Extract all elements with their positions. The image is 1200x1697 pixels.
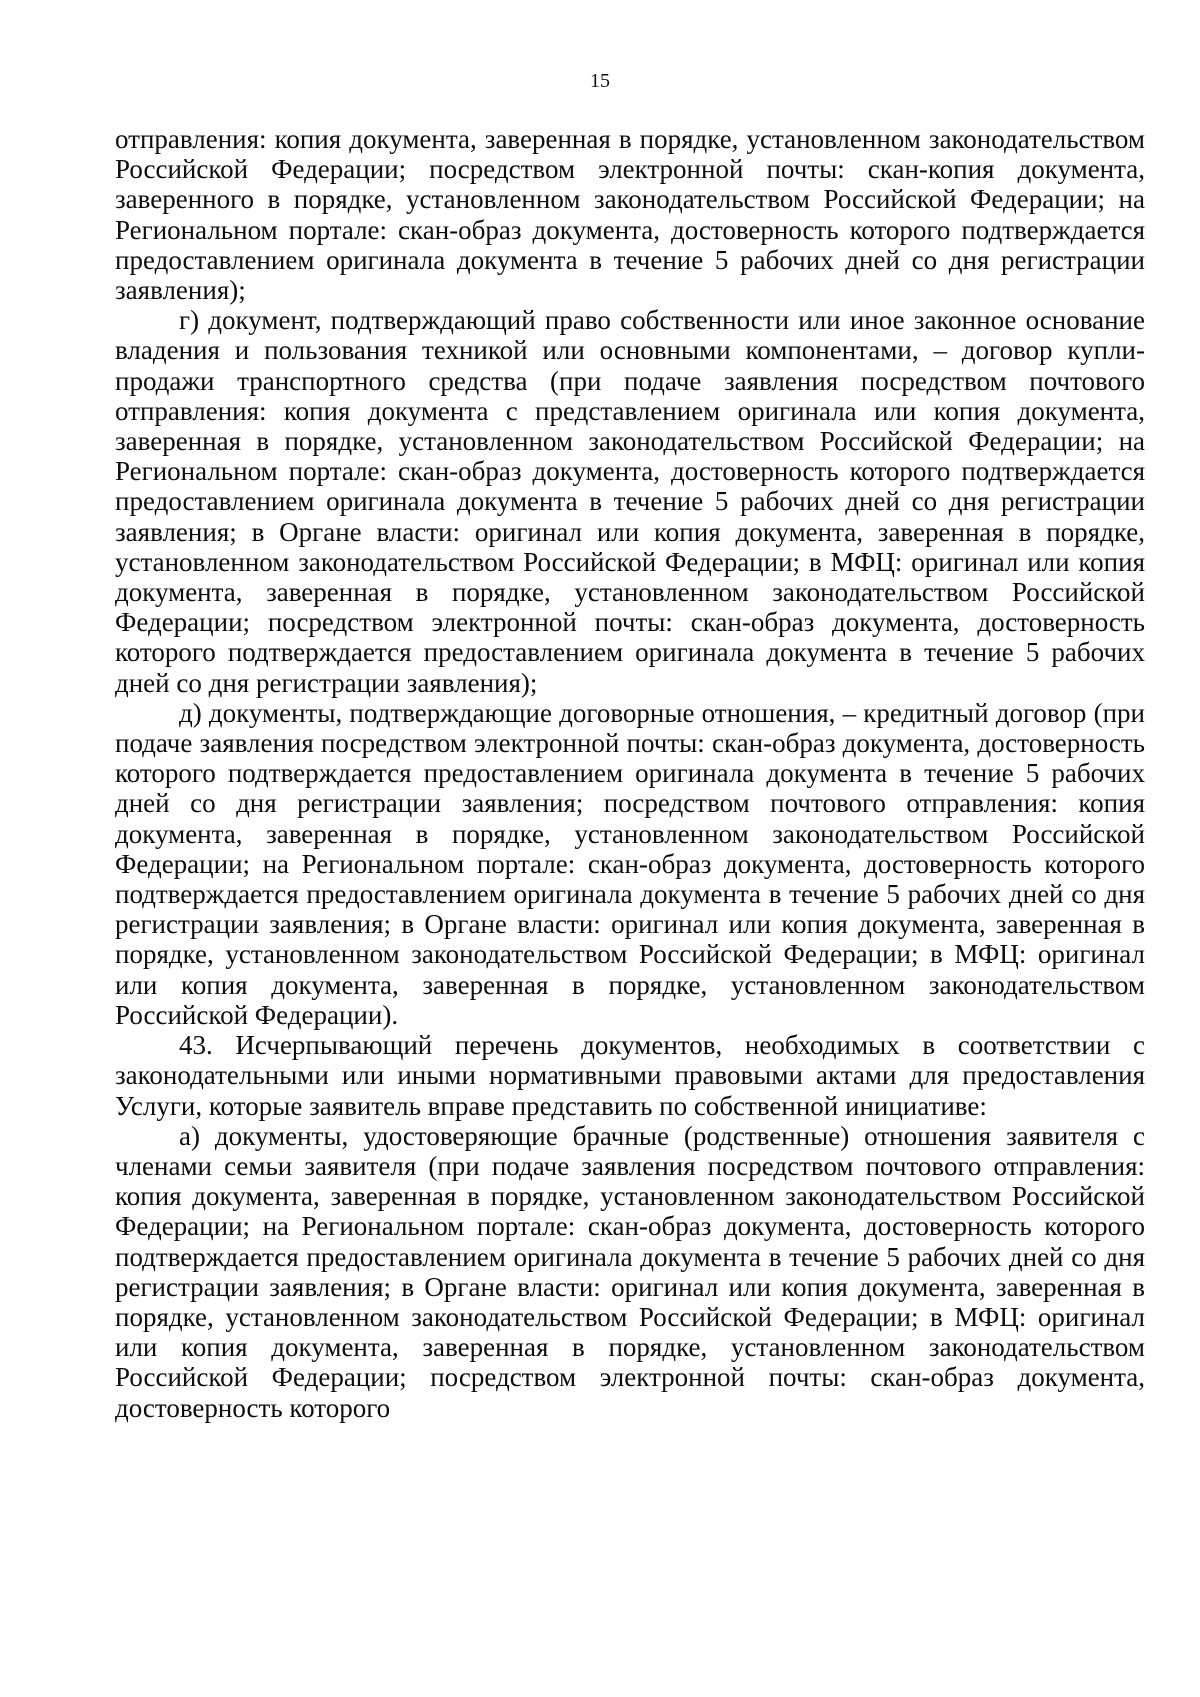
paragraph-item-g: г) документ, подтверждающий право собственности или иное законное основание владения и пользования техникой или основными компонентами, – договор купли-продажи транспортного средства (при подаче заявления посредством почтового отправления: копия документа с представлением оригинала или копия документа, заверенная в порядке, установленном законодательством Российской Федерации; на Региональном портале: скан-образ документа, достоверность которого подтверждается предоставлением оригинала документа в течение 5 рабочих дней со дня регистрации заявления; в Органе власти: оригинал или копия документа, заверенная в порядке, установленном законодательством Российской Федерации; в МФЦ: оригинал или копия документа, заверенная в порядке, установленном законодательством Российской Федерации; посредством электронной почты: скан-образ документа, достоверность которого подтверждается предоставлением оригинала документа в течение 5 рабочих дней со дня регистрации заявления); (115, 305, 1145, 698)
page-number: 15 (590, 70, 610, 92)
paragraph-item-d: д) документы, подтверждающие договорные отношения, – кредитный договор (при подаче заявления посредством электронной почты: скан-образ документа, достоверность которого подтверждается предоставлением оригинала документа в течение 5 рабочих дней со дня регистрации заявления; посредством почтового отправления: копия документа, заверенная в порядке, установленном законодательством Российской Федерации; на Региональном портале: скан-образ документа, достоверность которого подтверждается предоставлением оригинала документа в течение 5 рабочих дней со дня регистрации заявления; в Органе власти: оригинал или копия документа, заверенная в порядке, установленном законодательством Российской Федерации; в МФЦ: оригинал или копия документа, заверенная в порядке, установленном законодательством Российской Федерации). (115, 697, 1145, 1030)
paragraph-section-43: 43. Исчерпывающий перечень документов, необходимых в соответствии с законодательными или иными нормативными правовыми актами для предоставления Услуги, которые заявитель вправе представить по собственной инициативе: (115, 1030, 1145, 1121)
paragraph-continuation: отправления: копия документа, заверенная в порядке, установленном законодательством Российской Федерации; посредством электронной почты: скан-копия документа, заверенного в порядке, установленном законодательством Российской Федерации; на Региональном портале: скан-образ документа, достоверность которого подтверждается предоставлением оригинала документа в течение 5 рабочих дней со дня регистрации заявления); (115, 124, 1145, 306)
paragraph-item-a: а) документы, удостоверяющие брачные (родственные) отношения заявителя с членами семьи заявителя (при подаче заявления посредством почтового отправления: копия документа, заверенная в порядке, установленном законодательством Российской Федерации; на Региональном портале: скан-образ документа, достоверность которого подтверждается предоставлением оригинала документа в течение 5 рабочих дней со дня регистрации заявления; в Органе власти: оригинал или копия документа, заверенная в порядке, установленном законодательством Российской Федерации; в МФЦ: оригинал или копия документа, заверенная в порядке, установленном законодательством Российской Федерации; посредством электронной почты: скан-образ документа, достоверность которого (115, 1120, 1145, 1423)
document-body (115, 124, 1145, 1423)
